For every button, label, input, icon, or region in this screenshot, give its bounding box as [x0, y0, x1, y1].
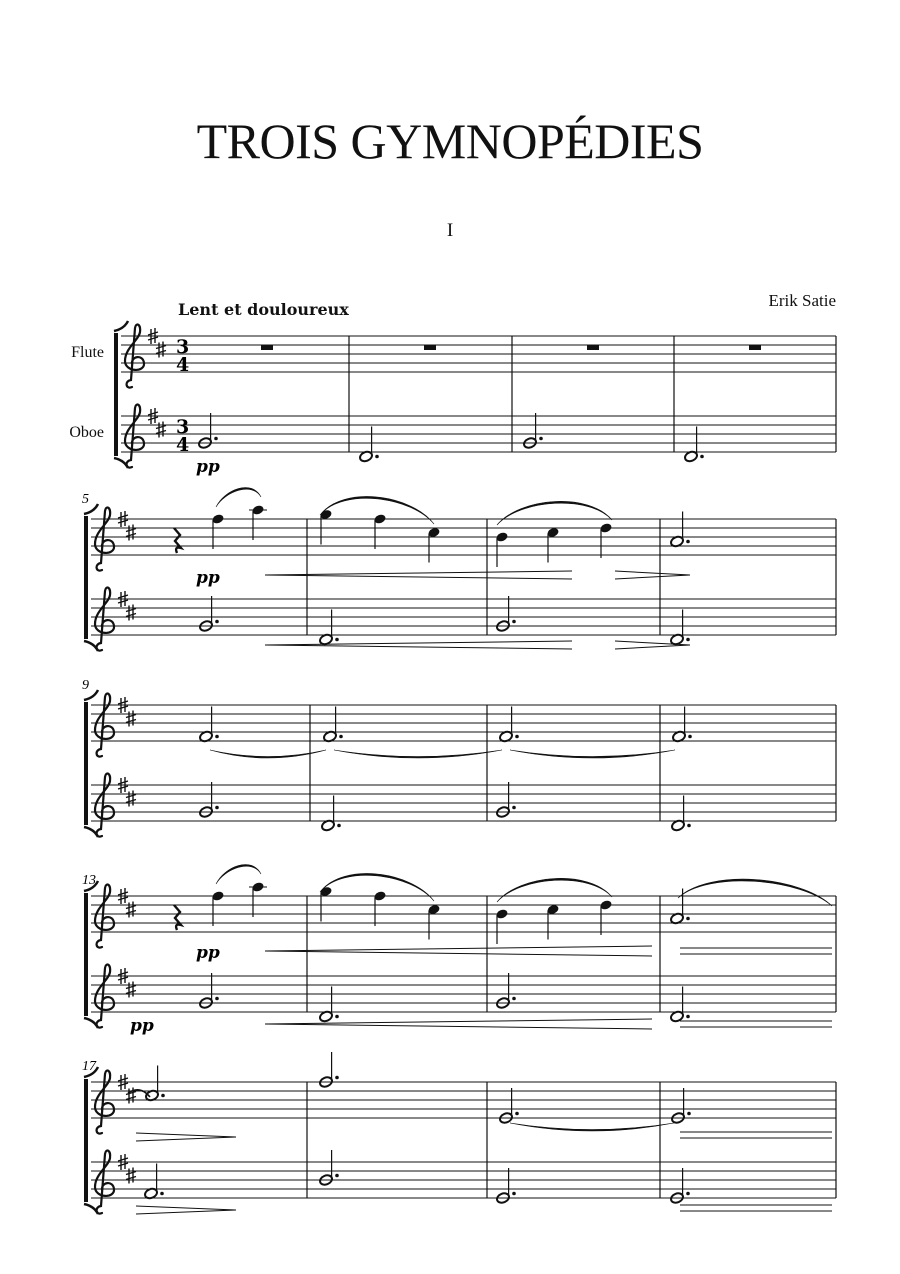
measure-number: 13	[82, 873, 96, 888]
augmentation-dot	[686, 638, 690, 642]
time-signature-bottom: 4	[176, 354, 190, 376]
sharp-icon	[126, 982, 136, 998]
treble-clef-icon	[125, 405, 144, 468]
treble-clef-icon	[95, 588, 114, 651]
augmentation-dot	[335, 1076, 339, 1080]
augmentation-dot	[515, 1112, 519, 1116]
augmentation-dot	[214, 437, 218, 441]
slur	[497, 501, 612, 525]
whole-rest	[424, 345, 436, 350]
augmentation-dot	[215, 735, 219, 739]
time-signature-top: 3	[176, 416, 190, 438]
treble-clef-icon	[95, 508, 114, 571]
augmentation-dot	[539, 437, 543, 441]
score-title: TROIS GYMNOPÉDIES	[196, 113, 704, 169]
sharp-icon	[126, 1168, 136, 1184]
augmentation-dot	[335, 1174, 339, 1178]
crescendo-hairpin	[265, 641, 572, 645]
augmentation-dot	[215, 997, 219, 1001]
treble-clef-icon	[125, 325, 144, 388]
augmentation-dot	[215, 620, 219, 624]
augmentation-dot	[687, 824, 691, 828]
treble-clef-icon	[95, 694, 114, 757]
sharp-icon	[156, 422, 166, 438]
sharp-icon	[156, 342, 166, 358]
slur	[678, 879, 832, 906]
measure-number: 5	[82, 492, 89, 507]
augmentation-dot	[160, 1192, 164, 1196]
tie	[210, 750, 326, 758]
tie	[510, 1123, 674, 1131]
measure-number: 9	[82, 678, 89, 693]
decrescendo-hairpin	[136, 1206, 236, 1210]
sharp-icon	[126, 525, 136, 541]
augmentation-dot	[512, 1192, 516, 1196]
treble-clef-icon	[95, 965, 114, 1028]
augmentation-dot	[686, 1192, 690, 1196]
augmentation-dot	[339, 735, 343, 739]
slur	[216, 488, 261, 507]
instrument-label-flute: Flute	[71, 344, 104, 361]
dynamic-pp: pp	[196, 943, 220, 963]
tempo-marking: Lent et douloureux	[178, 300, 349, 319]
augmentation-dot	[335, 638, 339, 642]
augmentation-dot	[161, 1094, 165, 1098]
augmentation-dot	[375, 455, 379, 459]
instrument-label-oboe: Oboe	[69, 424, 104, 441]
quarter-rest	[174, 905, 181, 930]
treble-clef-icon	[95, 1151, 114, 1214]
decrescendo-hairpin	[136, 1137, 236, 1141]
sharp-icon	[126, 605, 136, 621]
decrescendo-hairpin	[615, 571, 690, 575]
decrescendo-hairpin	[136, 1133, 236, 1137]
tie	[334, 750, 502, 758]
augmentation-dot	[515, 735, 519, 739]
quarter-rest	[174, 528, 181, 553]
augmentation-dot	[215, 806, 219, 810]
composer-name: Erik Satie	[768, 291, 836, 310]
dynamic-pp: pp	[196, 457, 220, 477]
decrescendo-hairpin	[615, 645, 690, 649]
whole-rest	[261, 345, 273, 350]
bracket-top	[114, 321, 128, 331]
whole-rest	[749, 345, 761, 350]
crescendo-hairpin	[265, 645, 572, 649]
crescendo-hairpin	[265, 571, 572, 575]
augmentation-dot	[335, 1015, 339, 1019]
time-signature-top: 3	[176, 336, 190, 358]
augmentation-dot	[512, 806, 516, 810]
tie	[510, 750, 675, 758]
augmentation-dot	[512, 997, 516, 1001]
crescendo-hairpin	[265, 946, 652, 951]
crescendo-hairpin	[265, 951, 652, 956]
decrescendo-hairpin	[136, 1210, 236, 1214]
slur	[497, 878, 612, 902]
dynamic-pp: pp	[196, 568, 220, 588]
measure-number: 17	[82, 1059, 96, 1074]
movement-number: I	[446, 220, 454, 241]
augmentation-dot	[686, 917, 690, 921]
augmentation-dot	[688, 735, 692, 739]
crescendo-hairpin	[265, 1024, 652, 1029]
augmentation-dot	[700, 455, 704, 459]
sharp-icon	[126, 711, 136, 727]
sharp-icon	[126, 902, 136, 918]
treble-clef-icon	[95, 774, 114, 837]
whole-rest	[587, 345, 599, 350]
augmentation-dot	[337, 824, 341, 828]
augmentation-dot	[686, 1015, 690, 1019]
crescendo-hairpin	[265, 575, 572, 579]
dynamic-pp: pp	[130, 1016, 154, 1036]
sharp-icon	[126, 791, 136, 807]
slur	[216, 865, 261, 884]
decrescendo-hairpin	[615, 575, 690, 579]
time-signature-bottom: 4	[176, 434, 190, 456]
augmentation-dot	[686, 540, 690, 544]
augmentation-dot	[687, 1112, 691, 1116]
treble-clef-icon	[95, 885, 114, 948]
augmentation-dot	[512, 620, 516, 624]
treble-clef-icon	[95, 1071, 114, 1134]
